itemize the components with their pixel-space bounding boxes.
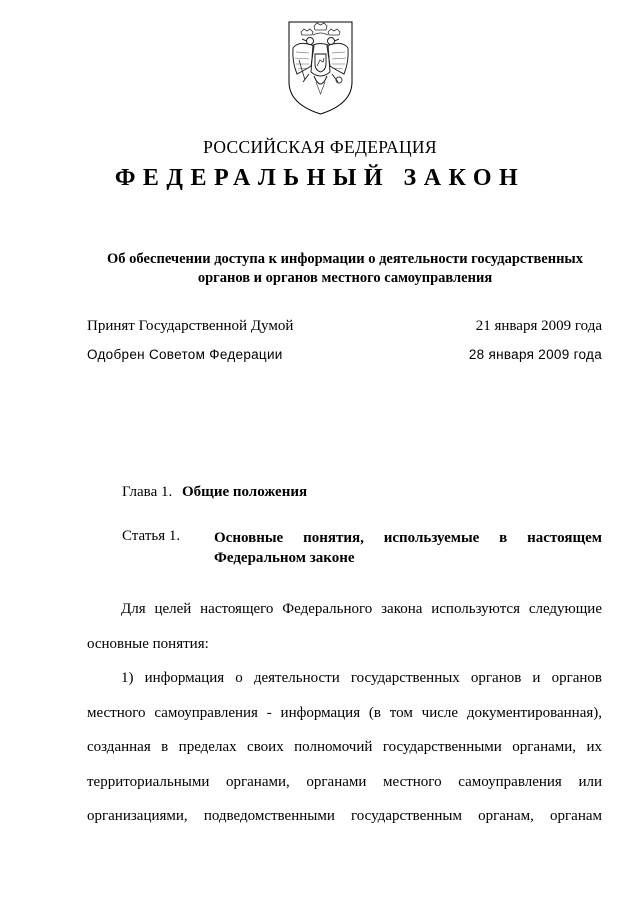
paragraph-line: Для целей настоящего Федерального закона используются следующие: [121, 601, 602, 617]
adoption-label: Принят Государственной Думой: [87, 318, 294, 334]
article-title-line: Основные понятия, используемые в настоящем: [214, 530, 602, 546]
law-title: [60, 250, 630, 288]
paragraph-line: организациями, подведомственными государственным органам, органам: [87, 808, 602, 825]
law-title-line: органов и органов местного самоуправления: [197, 270, 493, 286]
approval-date: 28 января 2009 года: [468, 347, 602, 362]
article-title-line: Федеральном законе: [214, 550, 355, 566]
law-type-heading: ФЕДЕРАЛЬНЫЙ ЗАКОН: [114, 165, 526, 191]
law-title-line: Об обеспечении доступа к информации о деятельности государственных: [106, 251, 583, 267]
paragraph-line: созданная в пределах своих полномочий государственными органами, их: [87, 739, 602, 756]
russian-coat-of-arms-icon: [287, 20, 354, 116]
definition-paragraph: [87, 661, 602, 834]
approval-label: Одобрен Советом Федерации: [87, 347, 283, 362]
chapter-number: Глава 1.: [122, 484, 173, 500]
country-name: РОССИЙСКАЯ ФЕДЕРАЦИЯ: [203, 137, 437, 157]
intro-paragraph: [87, 592, 602, 661]
chapter-title: Общие положения: [181, 484, 308, 500]
chapter-heading: [122, 484, 307, 501]
paragraph-line: 1) информация о деятельности государственных органов и органов: [121, 670, 602, 686]
paragraph-line: местного самоуправления - информация (в том числе документированная),: [87, 704, 602, 721]
article-number: Статья 1.: [122, 528, 181, 544]
paragraph-line: основные понятия:: [87, 635, 209, 652]
adoption-date: 21 января 2009 года: [475, 318, 602, 334]
paragraph-line: территориальными органами, органами местного самоуправления или: [87, 773, 602, 790]
article-title: [214, 528, 602, 568]
